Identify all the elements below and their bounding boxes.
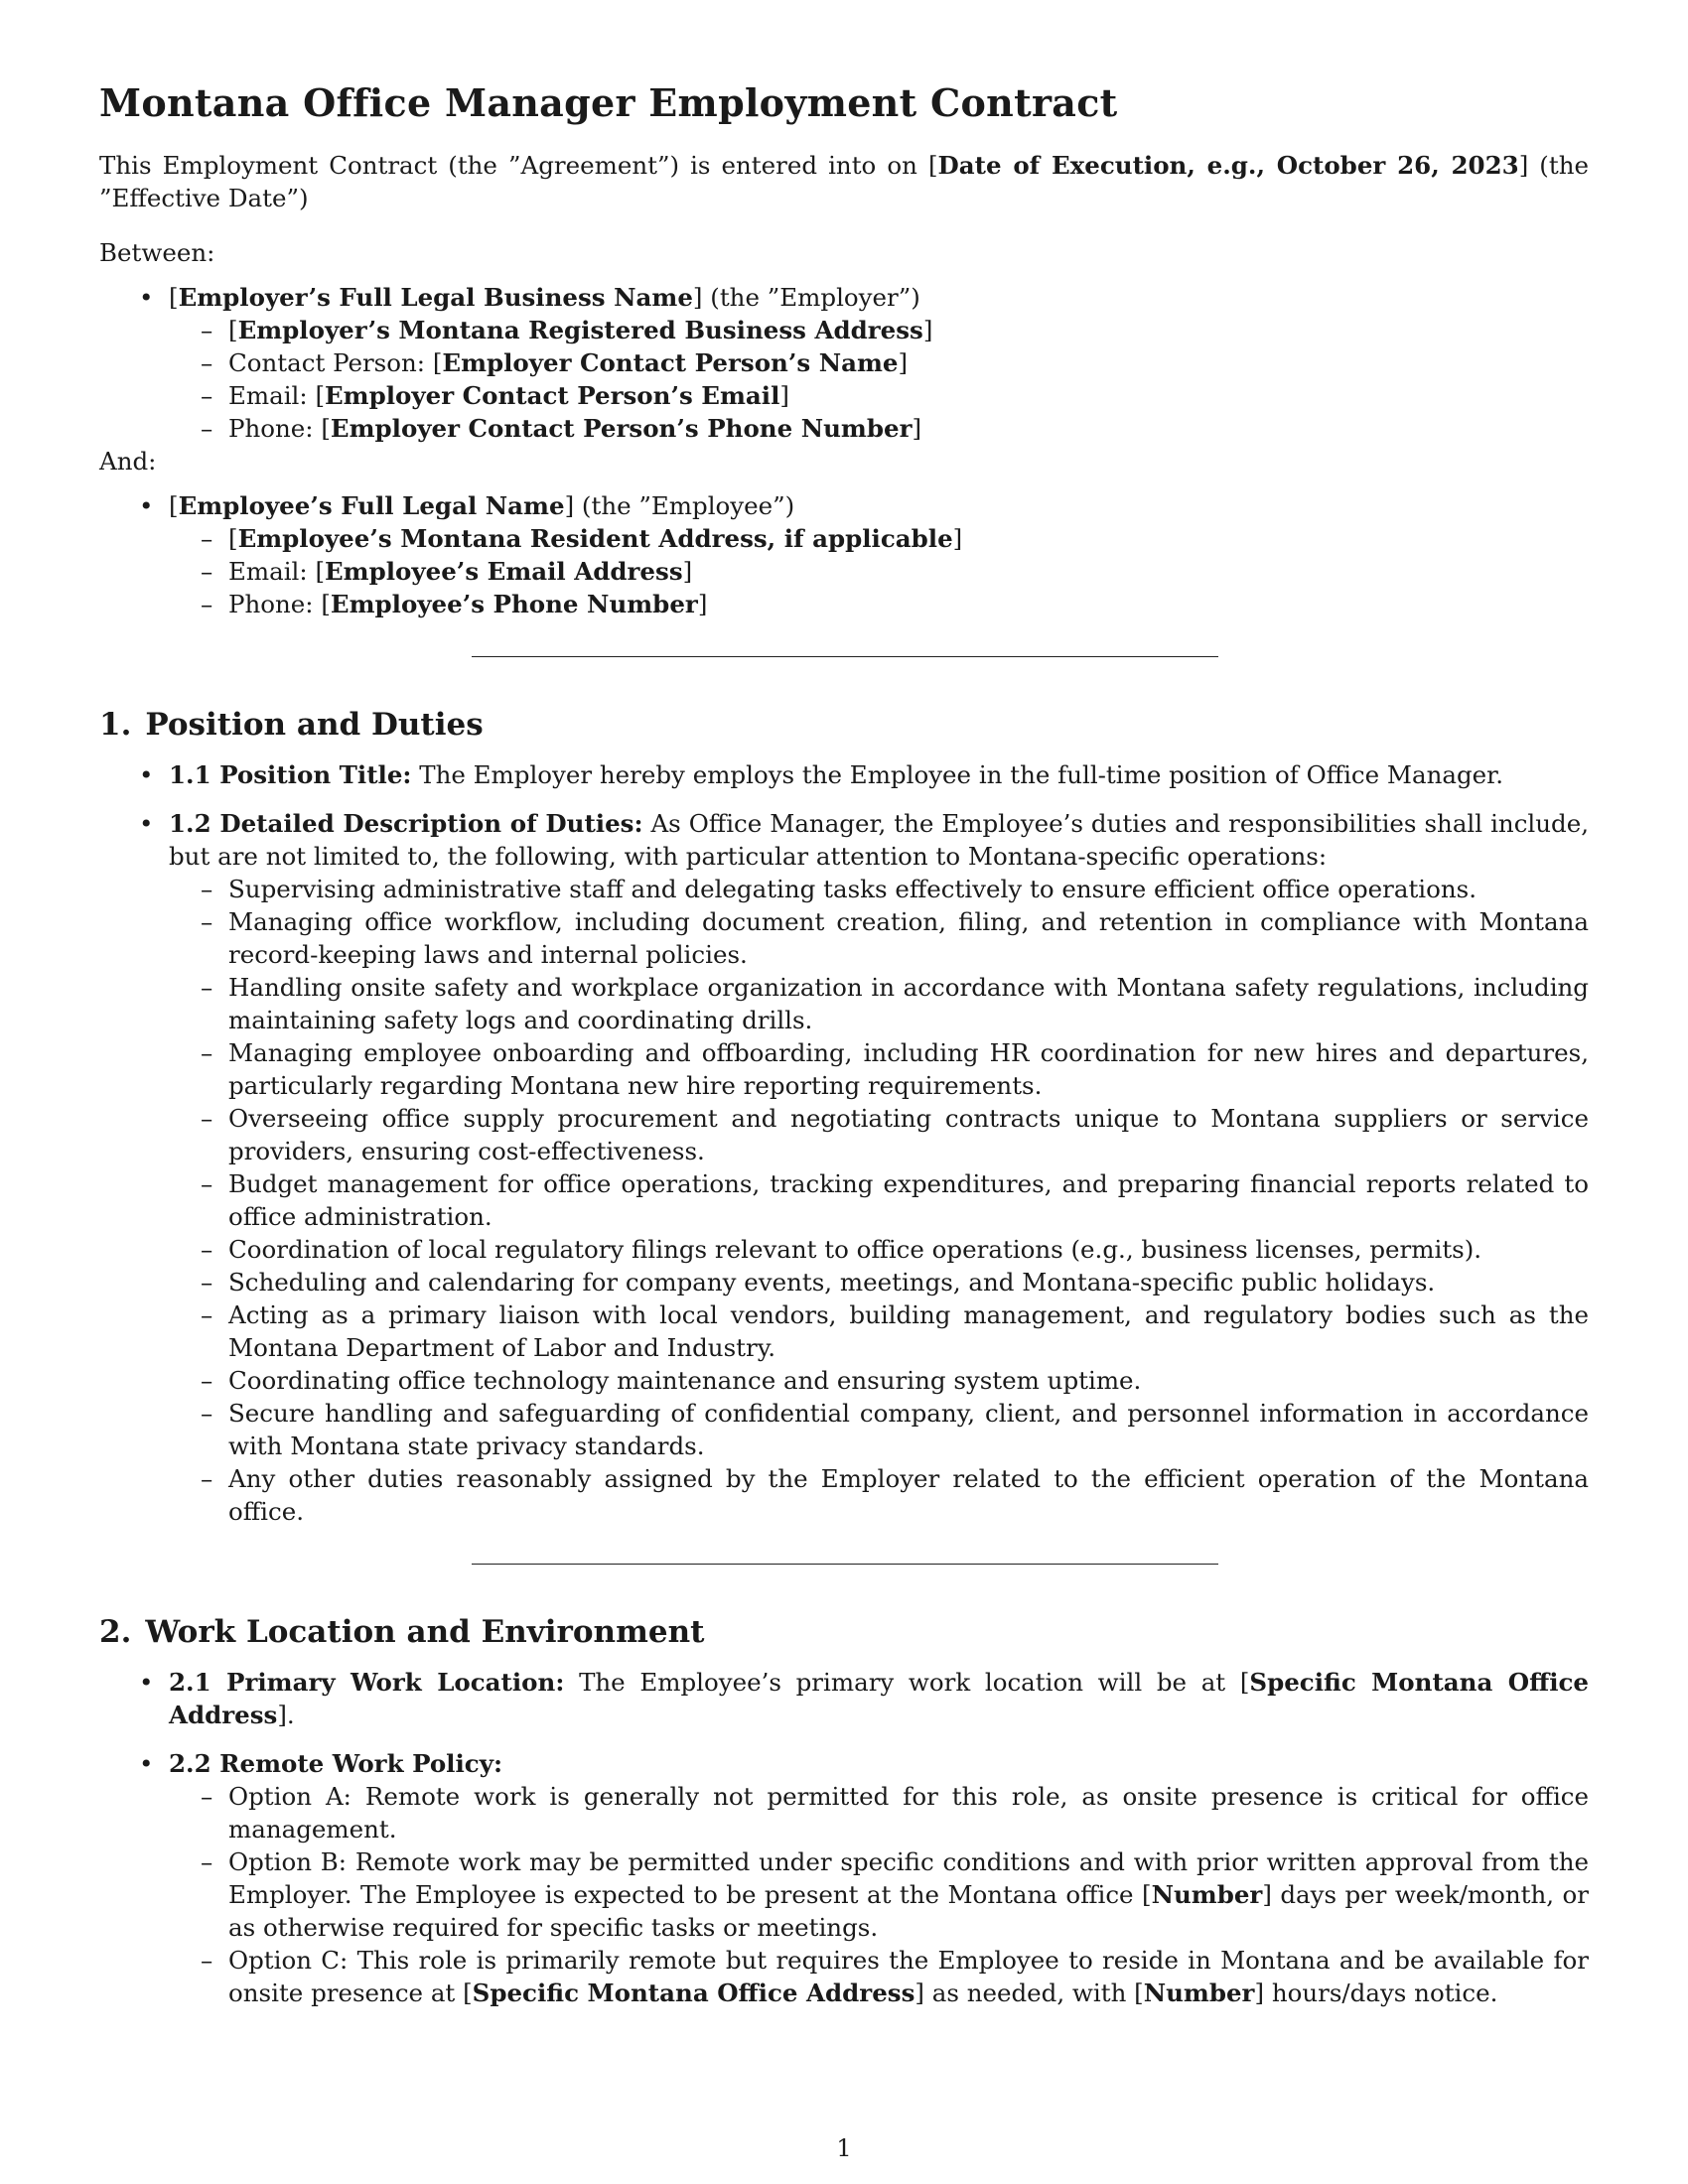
page-title: Montana Office Manager Employment Contract: [99, 80, 1118, 125]
remote-options-list: [169, 1780, 1589, 2009]
remote-policy-item: • 2.2 Remote Work Policy: – Option A: Remote work is generally not permitted for this role, as onsite presence is critical for office management. – Option B: Remote work may be permitted under specific conditions and with prior written approval from the Employer. The Employee is expected to be present at the Montana office [Number] days per week/month, or as otherwise required for specific tasks or meetings. – Option C: This role is primarily remote but requires the Employee to reside in Montana and be available for onsite presence at [Specific Montana Office Address] as needed, with [Number] hours/days notice.: [99, 1747, 1589, 2009]
section-divider: [472, 656, 1218, 657]
position-title-item: • 1.1 Position Title: The Employer hereby employs the Employee in the full-time position of Office Manager.: [99, 758, 1589, 791]
duty-item: – Handling onsite safety and workplace organization in accordance with Montana safety regulations, including maintaining safety logs and coordinating drills.: [169, 971, 1589, 1036]
document-page: [99, 81, 1589, 2009]
section1-list: [99, 758, 1589, 1528]
employee-name: Employee’s Full Legal Name: [178, 491, 565, 520]
employer-details: [169, 314, 1589, 445]
employer-email: – Email: [Employer Contact Person’s Email]: [169, 379, 1589, 412]
duty-item: – Overseeing office supply procurement and negotiating contracts unique to Montana suppliers or service providers, ensuring cost-effectiveness.: [169, 1102, 1589, 1167]
duty-item: – Budget management for office operations, tracking expenditures, and preparing financial reports related to office administration.: [169, 1167, 1589, 1233]
section-divider: [472, 1564, 1218, 1565]
section2-list: [99, 1666, 1589, 2009]
employer-list: [99, 281, 1589, 445]
intro-text: This Employment Contract (the ”Agreement”) is entered into on: [99, 151, 928, 180]
employer-contact: – Contact Person: [Employer Contact Person’s Name]: [169, 346, 1589, 379]
duties-item: • 1.2 Detailed Description of Duties: As Office Manager, the Employee’s duties and responsibilities shall include, but are not limited to, the following, with particular attention to Montana-specific operations: – Supervising administrative staff and delegating tasks effectively to ensure efficient office operations. – Managing office workflow, including document creation, filing, and retention in compliance with Montana record-keeping laws and internal policies. – Handling onsite safety and workplace organization in accordance with Montana safety regulations, including maintaining safety logs and coordinating drills. – Managing employee onboarding and offboarding, including HR coordination for new hires and departures, particularly regarding Montana new hire reporting requirements. – Overseeing office supply procurement and negotiating contracts unique to Montana suppliers or service providers, ensuring cost-effectiveness. – Budget management for office operations, tracking expenditures, and preparing financial reports related to office administration. – Coordination of local regulatory filings relevant to office operations (e.g., business licenses, permits). – Scheduling and calendaring for company events, meetings, and Montana-specific public holidays. – Acting as a primary liaison with local vendors, building management, and regulatory bodies such as the Montana Department of Labor and Industry. – Coordinating office technology maintenance and ensuring system uptime. – Secure handling and safeguarding of confidential company, client, and personnel information in accordance with Montana state privacy standards. – Any other duties reasonably assigned by the Employer related to the efficient operation of the Montana office.: [99, 807, 1589, 1528]
employee-party: • [Employee’s Full Legal Name] (the ”Employee”) – [Employee’s Montana Resident Address, if applicable] – Email: [Employee’s Email Address] – Phone: [Employee’s Phone Number]: [99, 489, 1589, 620]
option-b: – Option B: Remote work may be permitted under specific conditions and with prior written approval from the Employer. The Employee is expected to be present at the Montana office [Number] days per week/month, or as otherwise required for specific tasks or meetings.: [169, 1845, 1589, 1944]
duty-item: – Secure handling and safeguarding of confidential company, client, and personnel information in accordance with Montana state privacy standards.: [169, 1397, 1589, 1462]
employee-list: [99, 489, 1589, 620]
employer-address: – [Employer’s Montana Registered Business Address]: [169, 314, 1589, 346]
between-label: Between:: [99, 238, 215, 267]
employer-name: Employer’s Full Legal Business Name: [178, 283, 693, 312]
employee-address: – [Employee’s Montana Resident Address, if applicable]: [169, 522, 1589, 555]
duty-item: – Acting as a primary liaison with local vendors, building management, and regulatory bodies such as the Montana Department of Labor and Industry.: [169, 1298, 1589, 1364]
duty-item: – Any other duties reasonably assigned by the Employer related to the efficient operation of the Montana office.: [169, 1462, 1589, 1528]
duty-item: – Coordination of local regulatory filings relevant to office operations (e.g., business licenses, permits).: [169, 1233, 1589, 1266]
intro-text-end: (the ”Effective Date”): [99, 151, 1589, 212]
duty-item: – Scheduling and calendaring for company events, meetings, and Montana-specific public holidays.: [169, 1266, 1589, 1298]
duty-item: – Managing office workflow, including document creation, filing, and retention in compliance with Montana record-keeping laws and internal policies.: [169, 905, 1589, 971]
employer-party: • [Employer’s Full Legal Business Name] (the ”Employer”) – [Employer’s Montana Registered Business Address] – Contact Person: [Employer Contact Person’s Name] – Email: [Employer Contact Person’s Email] – Phone: [Employer Contact Person’s Phone Number]: [99, 281, 1589, 445]
date-placeholder: Date of Execution, e.g., October 26, 2023: [937, 151, 1519, 180]
and-label: And:: [99, 447, 157, 476]
page-number: 1: [836, 2134, 852, 2162]
employer-role: (the ”Employer”): [702, 283, 920, 312]
employer-phone: – Phone: [Employer Contact Person’s Phone Number]: [169, 412, 1589, 445]
option-c: – Option C: This role is primarily remote but requires the Employee to reside in Montana and be available for onsite presence at [Specific Montana Office Address] as needed, with [Number] hours/days notice.: [169, 1944, 1589, 2009]
employee-role: (the ”Employee”): [574, 491, 795, 520]
employee-email: – Email: [Employee’s Email Address]: [169, 555, 1589, 588]
section-heading-2: 2. Work Location and Environment: [99, 1614, 705, 1650]
duty-item: – Coordinating office technology maintenance and ensuring system uptime.: [169, 1364, 1589, 1397]
work-location-item: • 2.1 Primary Work Location: The Employee’s primary work location will be at [Specific Montana Office Address].: [99, 1666, 1589, 1731]
duty-item: – Supervising administrative staff and delegating tasks effectively to ensure efficient office operations.: [169, 873, 1589, 905]
duties-list: [169, 873, 1589, 1528]
section-heading-1: 1. Position and Duties: [99, 707, 484, 743]
employee-details: [169, 522, 1589, 620]
employee-phone: – Phone: [Employee’s Phone Number]: [169, 588, 1589, 620]
option-a: – Option A: Remote work is generally not permitted for this role, as onsite presence is critical for office management.: [169, 1780, 1589, 1845]
duty-item: – Managing employee onboarding and offboarding, including HR coordination for new hires and departures, particularly regarding Montana new hire reporting requirements.: [169, 1036, 1589, 1102]
intro-paragraph: This Employment Contract (the ”Agreement”) is entered into on [Date of Execution, e.g., October 26, 2023] (the ”Effective Date”): [99, 151, 1589, 212]
